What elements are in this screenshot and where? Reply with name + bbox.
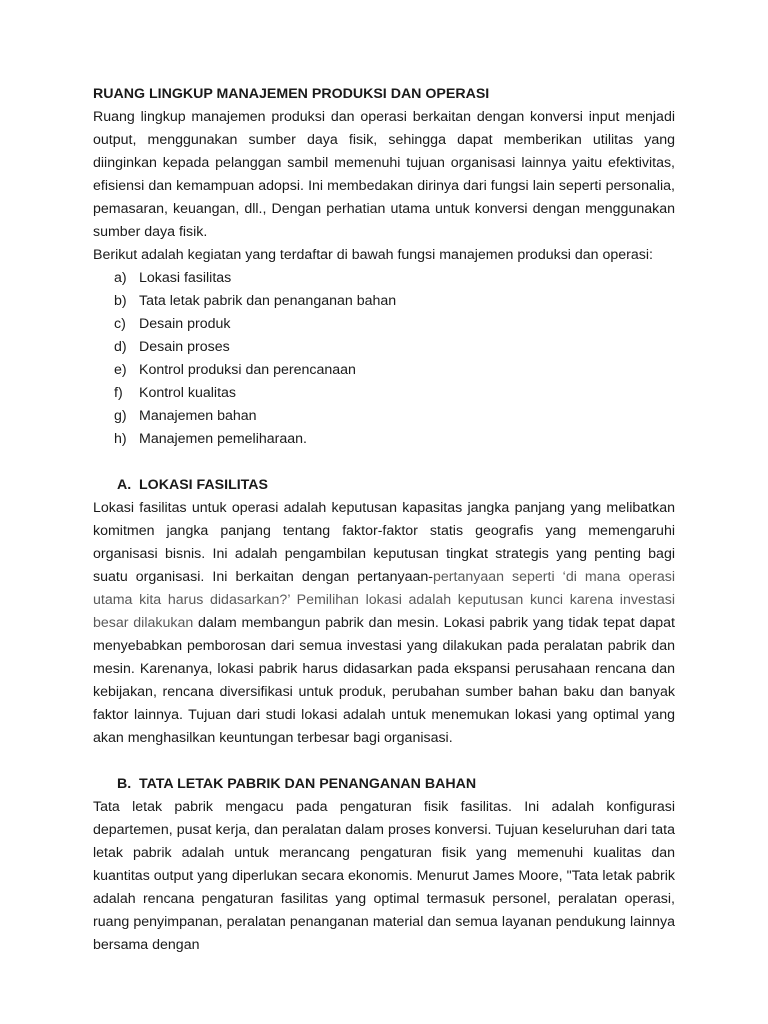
activity-list [93, 267, 675, 451]
list-marker: b) [114, 293, 127, 309]
section-a-text-faded: pertanyaan seperti ‘di mana operasi utama kita harus didasarkan?’ Pemilihan lokasi adalah keputusan kunci karena investasi besar dilakukan [93, 569, 676, 631]
list-item [93, 313, 675, 336]
list-item-text: Kontrol produksi dan perencanaan [139, 362, 356, 378]
list-marker: a) [114, 270, 127, 286]
document-page [93, 83, 675, 957]
section-b-paragraph: Tata letak pabrik mengacu pada pengaturan fisik fasilitas. Ini adalah konfigurasi departemen, pusat kerja, dan peralatan dalam proses konversi. Tujuan keseluruhan dari tata letak pabrik adalah untuk merancang pengaturan fisik yang memenuhi kualitas dan kuantitas output yang diperlukan secara ekonomis. Menurut James Moore, "Tata letak pabrik adalah rencana pengaturan fasilitas yang optimal termasuk personel, peralatan operasi, ruang penyimpanan, peralatan penanganan material dan semua layanan pendukung lainnya bersama dengan [93, 799, 675, 953]
list-marker: h) [114, 431, 127, 447]
list-marker: c) [114, 316, 126, 332]
list-item [93, 267, 675, 290]
section-a-paragraph [93, 497, 675, 750]
list-item [93, 405, 675, 428]
section-a-title: LOKASI FASILITAS [139, 477, 269, 493]
list-marker: f) [114, 385, 123, 401]
list-marker: d) [114, 339, 127, 355]
section-b-title: TATA LETAK PABRIK DAN PENANGANAN BAHAN [139, 776, 477, 792]
list-item-text: Manajemen bahan [139, 408, 257, 424]
section-a-letter: A. [117, 477, 132, 493]
list-item [93, 428, 675, 451]
list-item-text: Lokasi fasilitas [139, 270, 232, 286]
document-title: RUANG LINGKUP MANAJEMEN PRODUKSI DAN OPERASI [93, 86, 490, 102]
list-marker: e) [114, 362, 127, 378]
section-b-letter: B. [117, 776, 132, 792]
list-item [93, 382, 675, 405]
list-item [93, 336, 675, 359]
list-item-text: Tata letak pabrik dan penanganan bahan [139, 293, 397, 309]
section-a-text-part-1: Lokasi fasilitas untuk operasi adalah keputusan kapasitas jangka panjang yang melibatkan komitmen jangka panjang tentang faktor-faktor statis geografis yang memengaruhi organisasi bisnis. Ini adalah pengambilan keputusan tingkat strategis yang penting bagi suatu organisasi. Ini berkaitan dengan pertanyaan- [93, 500, 675, 585]
list-item [93, 290, 675, 313]
list-item [93, 359, 675, 382]
list-item-text: Kontrol kualitas [139, 385, 236, 401]
section-b-heading [93, 773, 675, 796]
list-item-text: Manajemen pemeliharaan. [139, 431, 307, 447]
intro-paragraph: Ruang lingkup manajemen produksi dan operasi berkaitan dengan konversi input menjadi output, menggunakan sumber daya fisik, sehingga dapat memberikan utilitas yang diinginkan kepada pelanggan sambil memenuhi tujuan organisasi lainnya yaitu efektivitas, efisiensi dan kemampuan adopsi. Ini membedakan dirinya dari fungsi lain seperti personalia, pemasaran, keuangan, dll., Dengan perhatian utama untuk konversi dengan menggunakan sumber daya fisik. [93, 109, 675, 240]
section-a-text-part-2: dalam membangun pabrik dan mesin. Lokasi pabrik yang tidak tepat dapat menyebabkan pemborosan dari semua investasi yang dilakukan pada peralatan pabrik dan mesin. Karenanya, lokasi pabrik harus didasarkan pada ekspansi perusahaan rencana dan kebijakan, rencana diversifikasi untuk produk, perubahan sumber bahan baku dan banyak faktor lainnya. Tujuan dari studi lokasi adalah untuk menemukan lokasi yang optimal yang akan menghasilkan keuntungan terbesar bagi organisasi. [93, 615, 676, 746]
list-item-text: Desain produk [139, 316, 231, 332]
list-intro: Berikut adalah kegiatan yang terdaftar di bawah fungsi manajemen produksi dan operasi: [93, 247, 653, 263]
list-item-text: Desain proses [139, 339, 230, 355]
list-marker: g) [114, 408, 127, 424]
section-a-heading [93, 474, 675, 497]
